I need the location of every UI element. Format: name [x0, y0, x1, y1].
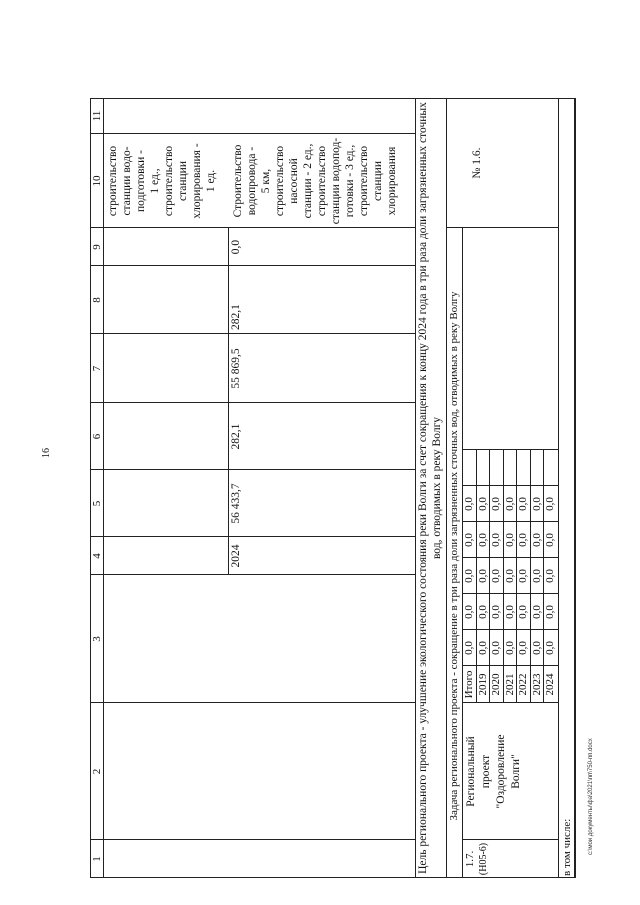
value-col7: 0,0: [476, 569, 489, 583]
year-label: 2020: [490, 673, 502, 696]
col-header-6: 6: [91, 433, 103, 440]
page-number: 16: [41, 448, 52, 458]
year-label: 2021: [503, 673, 516, 696]
value-col7: 0,0: [503, 569, 516, 583]
value-col8: 0,0: [530, 533, 543, 547]
col-header-1: 1: [91, 856, 103, 862]
col-header-2: 2: [91, 768, 103, 775]
project-num-text: 1.7.: [464, 850, 476, 868]
block1-description: строительство станции водо- подготовки - 1 ед., строительство станции хлорирования - 1 ед.: [107, 143, 217, 219]
block2-col8: 282,1: [230, 304, 242, 330]
value-col9: 0,0: [463, 497, 475, 511]
col-header-8: 8: [91, 297, 103, 303]
task-row: Задача регионального проекта - сокращение в три раза доли загрязненных сточных вод, отводимых в реку Волгу: [448, 291, 460, 821]
value-col8: 0,0: [490, 533, 502, 547]
project-name: Региональный проект "Оздоровление Волги": [465, 734, 522, 809]
value-col6: 0,0: [503, 605, 516, 619]
value-col9: 0,0: [503, 497, 516, 511]
value-col6: 0,0: [476, 605, 489, 619]
value-col8: 0,0: [517, 533, 529, 547]
project-col11: № 1.6.: [471, 147, 483, 179]
value-col8: 0,0: [503, 533, 516, 547]
value-col9: 0,0: [544, 497, 556, 511]
block2-col9: 0,0: [230, 239, 242, 255]
value-col9: 0,0: [517, 497, 529, 511]
value-col7: 0,0: [463, 569, 475, 583]
project-code-text: (Н05-6): [478, 842, 489, 876]
value-col6: 0,0: [463, 605, 475, 619]
value-col5: 0,0: [530, 641, 543, 655]
value-col7: 0,0: [517, 569, 529, 583]
year-label: Итого: [463, 670, 475, 699]
value-col6: 0,0: [530, 605, 543, 619]
rotated-table-page: [90, 98, 575, 878]
block2-year: 2024: [230, 544, 242, 568]
in-that-number: в том числе:: [561, 818, 573, 876]
year-label: 2023: [530, 673, 543, 696]
value-col5: 0,0: [490, 641, 502, 655]
value-col8: 0,0: [544, 533, 556, 547]
value-col7: 0,0: [544, 569, 556, 583]
value-col5: 0,0: [544, 641, 556, 655]
year-label: 2024: [544, 673, 556, 696]
value-col7: 0,0: [490, 569, 502, 583]
value-col6: 0,0: [544, 605, 556, 619]
col-header-9: 9: [91, 244, 103, 250]
block2-col6: 282,1: [230, 423, 242, 450]
goal-row: Цель регионального проекта - улучшение экологического состояния реки Волги за счет сокращения к концу 2024 года в три раза доли загрязненных сточных вод, отводимых в реку Волгу: [417, 102, 443, 874]
row-divider: [543, 450, 544, 703]
col-header-7: 7: [91, 365, 103, 372]
row-divider: [516, 450, 517, 703]
col-header-4: 4: [91, 553, 103, 559]
value-col6: 0,0: [517, 605, 529, 619]
block2-col7: 55 869,5: [230, 348, 242, 389]
col-header-5: 5: [91, 500, 103, 507]
row-divider: [530, 450, 531, 703]
value-col5: 0,0: [503, 641, 516, 655]
value-col8: 0,0: [463, 533, 475, 547]
year-label: 2022: [517, 673, 529, 696]
row-divider: [489, 450, 490, 703]
footer-file-path: c:\мои документы\фа\2021\пп\750-пп.docx: [588, 738, 594, 855]
block2-total: 56 433,7: [230, 483, 242, 524]
value-col9: 0,0: [476, 497, 489, 511]
col-header-10: 10: [91, 175, 103, 187]
value-col5: 0,0: [463, 641, 475, 655]
row-divider: [476, 450, 477, 703]
col-header-3: 3: [91, 636, 103, 642]
col-header-11: 11: [91, 110, 103, 122]
row-divider: [503, 450, 504, 703]
value-col9: 0,0: [490, 497, 502, 511]
value-col5: 0,0: [476, 641, 489, 655]
value-col5: 0,0: [517, 641, 529, 655]
value-col6: 0,0: [490, 605, 502, 619]
year-label: 2019: [476, 673, 489, 696]
value-col7: 0,0: [530, 569, 543, 583]
value-col8: 0,0: [476, 533, 489, 547]
block2-description: Строительство водопровода - 5 км, строительство насосной станции - 2 ед., строительство станции водопод- готовки - 3 ед., строительство станции хлорирования: [232, 137, 398, 225]
value-col9: 0,0: [530, 497, 543, 511]
